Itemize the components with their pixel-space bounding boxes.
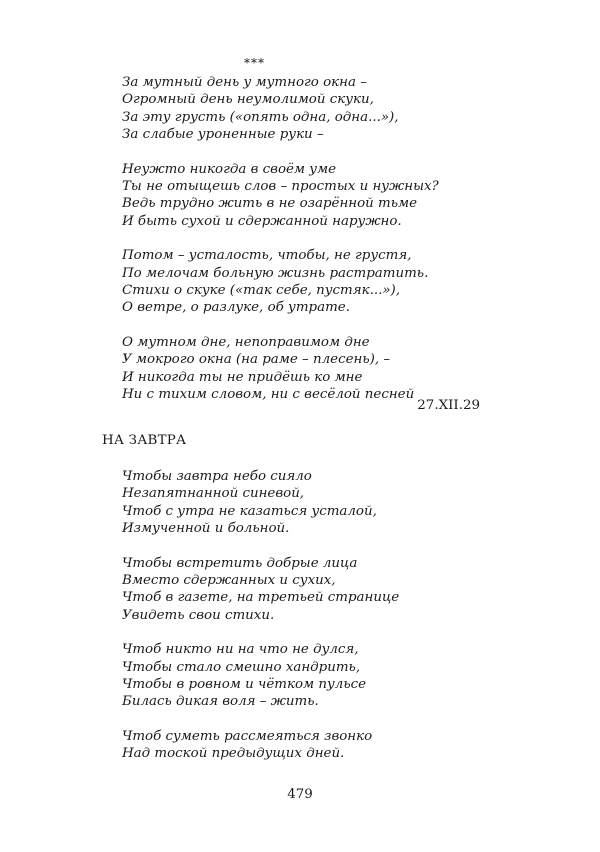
poem-1 <box>122 74 439 403</box>
poem-line: Потом – усталость, чтобы, не грустя, <box>122 248 412 264</box>
stanza-gap <box>122 317 439 335</box>
poem-line: Чтоб никто ни на что не дулся, <box>122 642 359 658</box>
poem-line: Ни с тихим словом, ни с весёлой песней <box>122 386 415 402</box>
poem-line: Чтобы стало смешно хандрить, <box>122 659 361 675</box>
poem-title: НА ЗАВТРА <box>102 433 187 448</box>
poem-line: И никогда ты не придёшь ко мне <box>122 369 363 385</box>
page-number: 479 <box>287 787 313 802</box>
poem-line: Чтоб суметь рассмеяться звонко <box>122 729 373 745</box>
poem-date: 27.XII.29 <box>417 398 480 413</box>
poem-line: Чтобы встретить добрые лица <box>122 555 358 571</box>
poem-2 <box>122 468 399 763</box>
poem-line: У мокрого окна (на раме – плесень), – <box>122 352 391 368</box>
poem-line: Чтобы завтра небо сияло <box>122 469 312 484</box>
poem-line: Увидеть свои стихи. <box>122 607 275 623</box>
poem-line: О ветре, о разлуке, об утрате. <box>122 300 350 316</box>
stanza-gap <box>122 230 439 248</box>
stanza-gap <box>122 624 399 642</box>
poem-line: Стихи о скуке («так себе, пустяк...»), <box>122 282 401 298</box>
stanza-gap <box>122 711 399 729</box>
poem-line: О мутном дне, непоправимом дне <box>122 335 370 351</box>
poem-line: Ведь трудно жить в не озарённой тьме <box>122 196 418 212</box>
poem-line: Чтоб с утра не казаться усталой, <box>122 503 377 519</box>
poem-line: Измученной и больной. <box>122 520 290 536</box>
poem-line: Незапятнанной синевой, <box>122 486 305 502</box>
poem-line: По мелочам больную жизнь растратить. <box>122 265 429 281</box>
poem-line: За эту грусть («опять одна, одна...»), <box>122 109 399 125</box>
poem-line: Ты не отыщешь слов – простых и нужных? <box>122 178 439 194</box>
stanza-gap <box>122 537 399 555</box>
poem-line: И быть сухой и сдержанной наружно. <box>122 213 402 229</box>
poem-line: Вместо сдержанных и сухих, <box>122 572 336 588</box>
section-marker: *** <box>244 56 265 70</box>
poem-line: За мутный день у мутного окна – <box>122 75 367 90</box>
poem-line: Чтобы в ровном и чётком пульсе <box>122 676 367 692</box>
poem-line: Над тоской предыдущих дней. <box>122 746 345 762</box>
poem-line: За слабые уроненные руки – <box>122 126 324 142</box>
poem-line: Чтоб в газете, на третьей странице <box>122 590 400 606</box>
poem-line: Неужто никогда в своём уме <box>122 161 337 177</box>
poem-line: Билась дикая воля – жить. <box>122 694 319 710</box>
poem-line: Огромный день неумолимой скуки, <box>122 92 374 108</box>
stanza-gap <box>122 143 439 161</box>
